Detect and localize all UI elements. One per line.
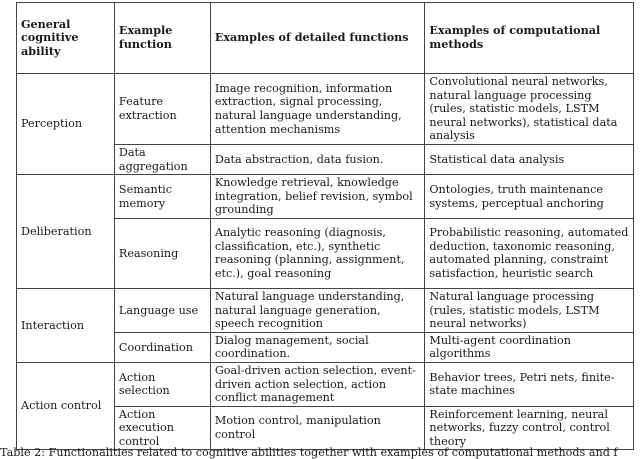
function-cell: Semantic memory (114, 175, 210, 219)
ability-cell: Interaction (17, 288, 115, 362)
header-details: Examples of detailed functions (210, 3, 425, 74)
methods-cell: Natural language processing (rules, statistic models, LSTM neural networks) (425, 288, 634, 332)
methods-cell: Multi-agent coordination algorithms (425, 332, 634, 362)
function-cell: Action execution control (114, 406, 210, 450)
details-cell: Knowledge retrieval, knowledge integration, belief revision, symbol grounding (210, 175, 425, 219)
table-header-row (17, 3, 634, 74)
table-row (17, 74, 634, 145)
function-cell: Action selection (114, 362, 210, 406)
table-caption: Table 2: Functionalities related to cognitive abilities together with examples of computational methods and f (0, 446, 618, 459)
details-cell: Motion control, manipulation control (210, 406, 425, 450)
function-cell: Reasoning (114, 218, 210, 288)
details-cell: Dialog management, social coordination. (210, 332, 425, 362)
ability-cell: Action control (17, 362, 115, 450)
methods-cell: Probabilistic reasoning, automated deduction, taxonomic reasoning, automated planning, constraint satisfaction, heuristic search (425, 218, 634, 288)
header-ability: General cognitive ability (17, 3, 115, 74)
methods-cell: Behavior trees, Petri nets, finite-state machines (425, 362, 634, 406)
details-cell: Goal-driven action selection, event-driven action selection, action conflict management (210, 362, 425, 406)
details-cell: Image recognition, information extraction, signal processing, natural language understanding, attention mechanisms (210, 74, 425, 145)
table-row (17, 362, 634, 406)
function-cell: Data aggregation (114, 144, 210, 174)
header-function: Example function (114, 3, 210, 74)
table-row (17, 175, 634, 219)
table-row (17, 288, 634, 332)
methods-cell: Reinforcement learning, neural networks, fuzzy control, control theory (425, 406, 634, 450)
methods-cell: Statistical data analysis (425, 144, 634, 174)
ability-cell: Perception (17, 74, 115, 175)
methods-cell: Convolutional neural networks, natural language processing (rules, statistic models, LSTM neural networks), statistical data analysis (425, 74, 634, 145)
details-cell: Data abstraction, data fusion. (210, 144, 425, 174)
header-methods: Examples of computational methods (425, 3, 634, 74)
function-cell: Coordination (114, 332, 210, 362)
details-cell: Analytic reasoning (diagnosis, classification, etc.), synthetic reasoning (planning, assignment, etc.), goal reasoning (210, 218, 425, 288)
function-cell: Feature extraction (114, 74, 210, 145)
methods-cell: Ontologies, truth maintenance systems, perceptual anchoring (425, 175, 634, 219)
ability-cell: Deliberation (17, 175, 115, 289)
details-cell: Natural language understanding, natural language generation, speech recognition (210, 288, 425, 332)
function-cell: Language use (114, 288, 210, 332)
cognitive-abilities-table (16, 2, 634, 450)
